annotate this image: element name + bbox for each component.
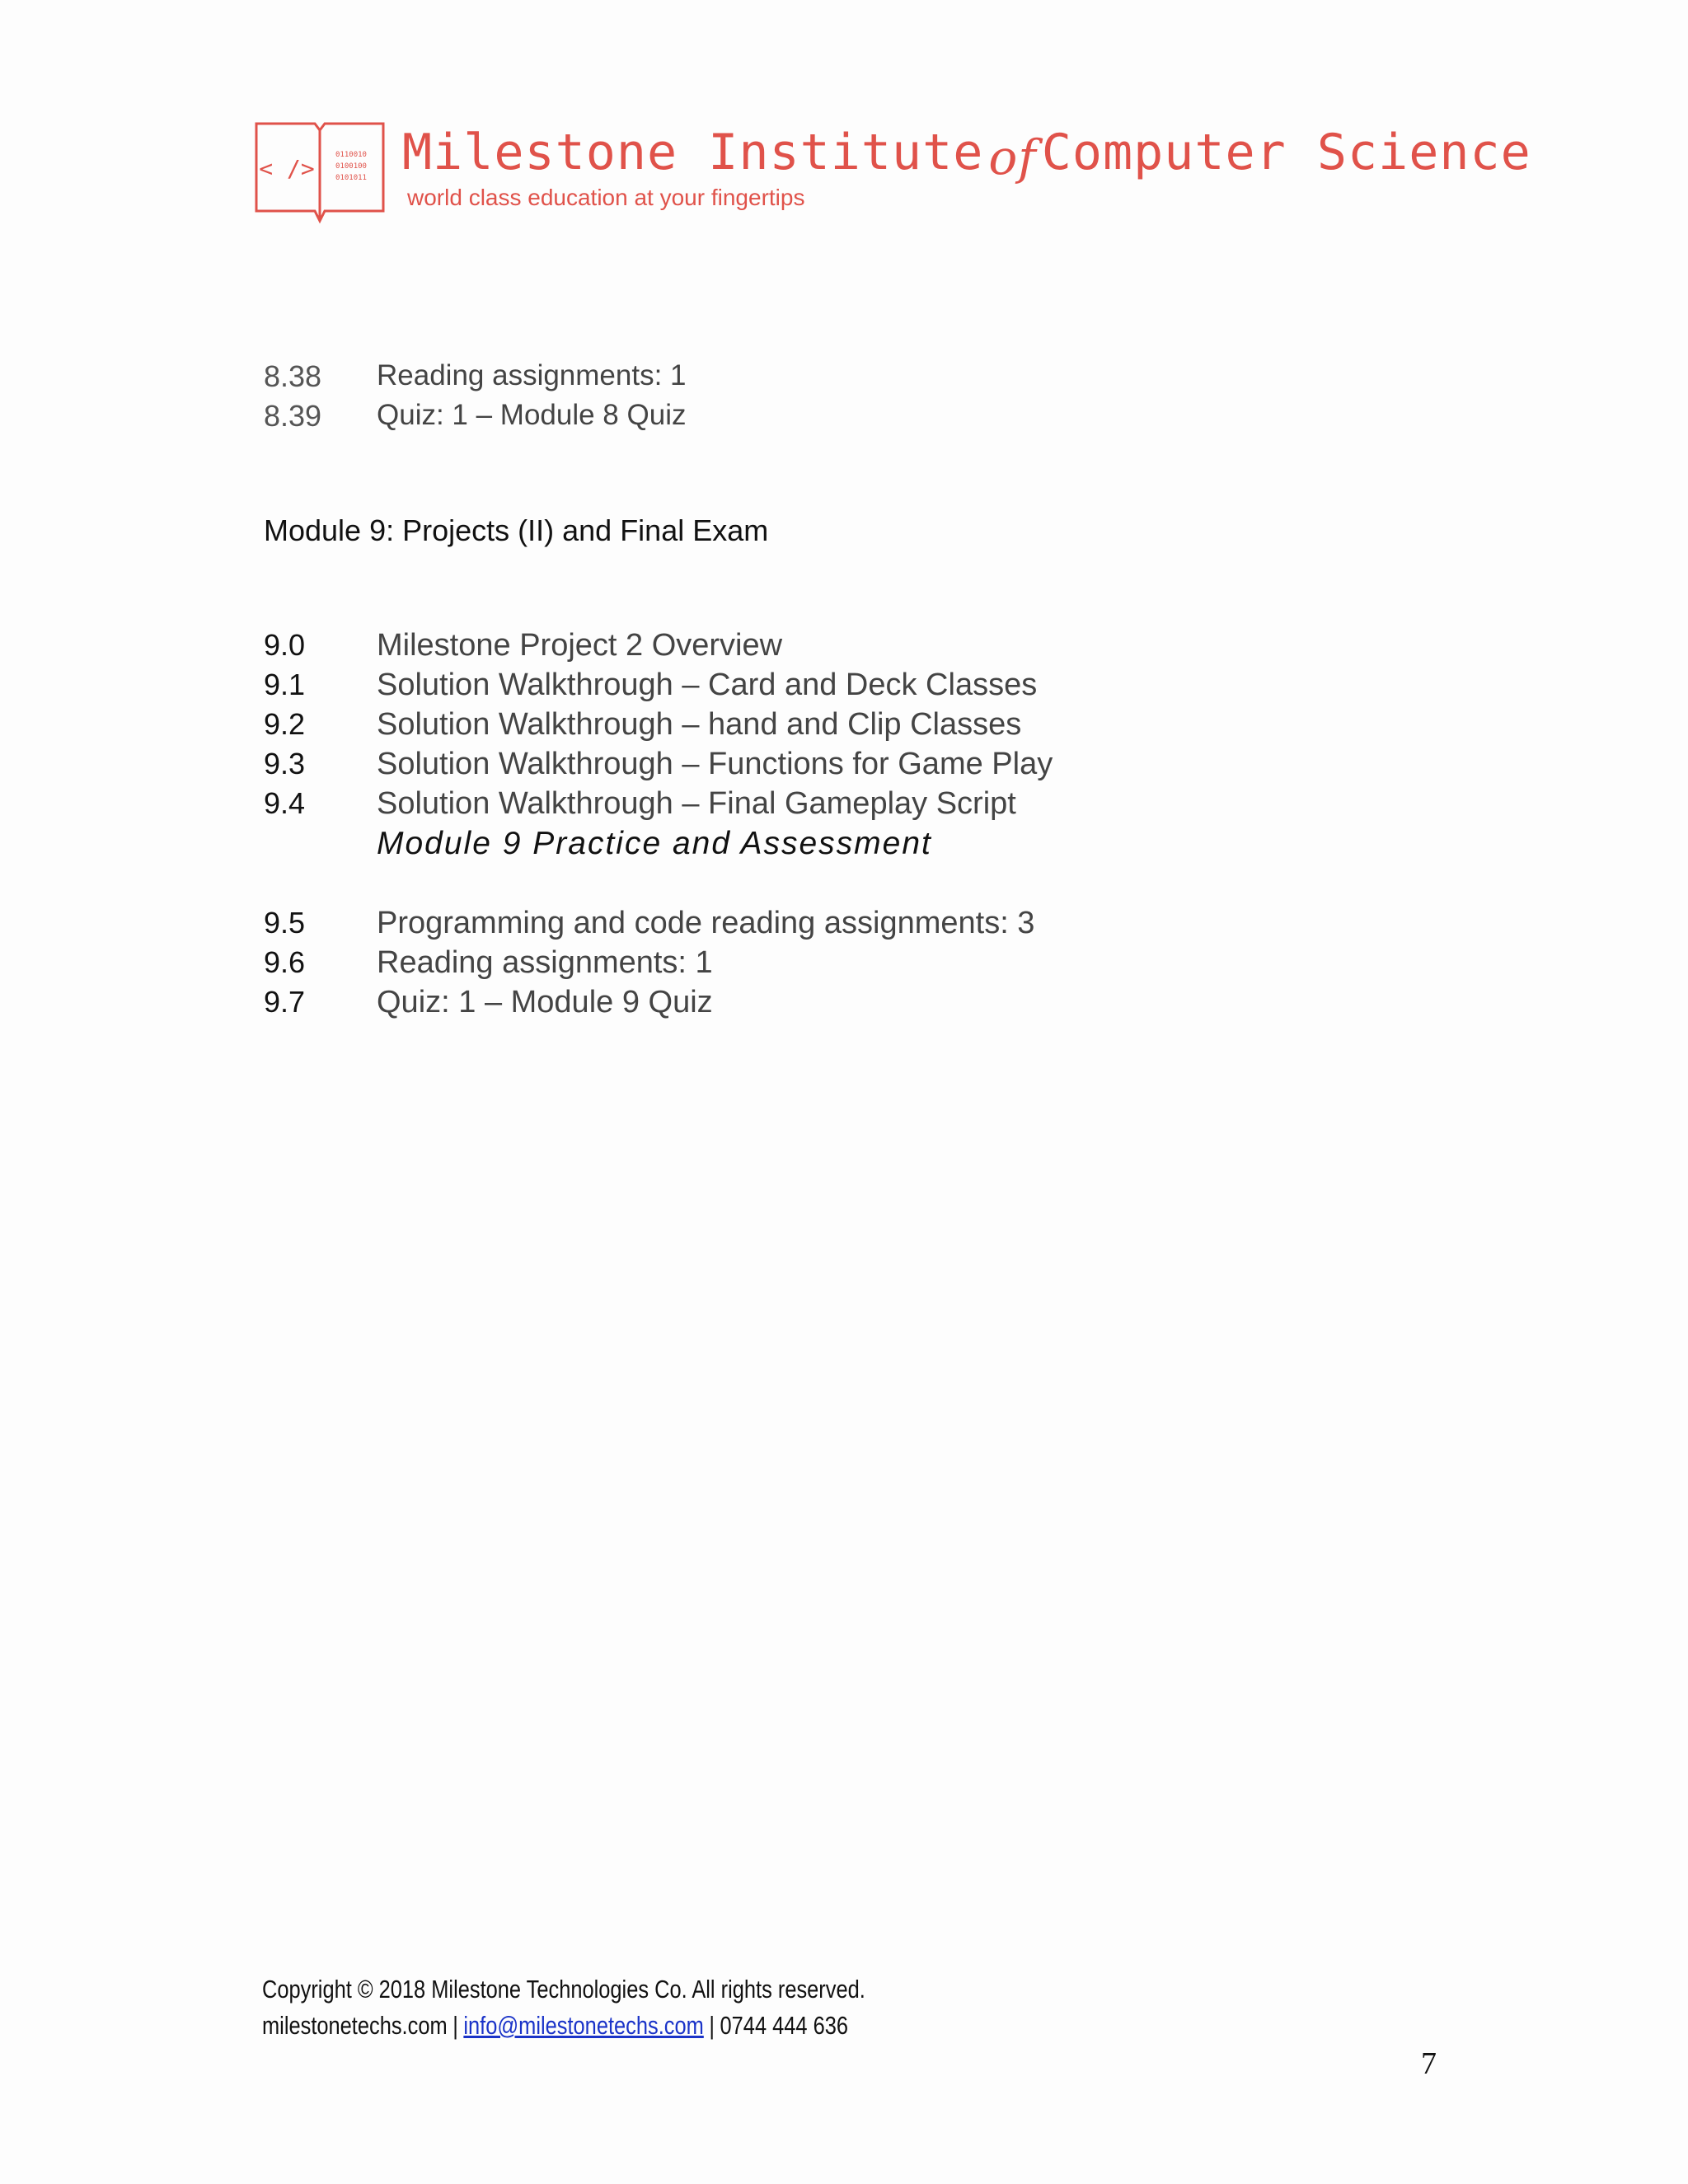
item-number: 9.3 <box>264 747 306 780</box>
item-number: 9.2 <box>264 707 306 741</box>
logo-code-glyph: < /> <box>259 155 315 182</box>
list-item <box>0 707 1401 747</box>
item-number: 9.7 <box>264 985 306 1019</box>
institute-tagline: world class education at your fingertips <box>407 185 805 210</box>
module-heading: Module 9: Projects (II) and Final Exam <box>264 513 769 547</box>
list-item <box>0 359 1401 399</box>
item-text: Quiz: 1 – Module 8 Quiz <box>377 399 687 431</box>
footer-email-link[interactable]: info@milestonetechs.com <box>463 2011 704 2040</box>
item-number: 9.0 <box>264 628 306 662</box>
practice-subheading: Module 9 Practice and Assessment <box>377 826 932 861</box>
list-item <box>0 985 1401 1024</box>
item-number: 9.6 <box>264 945 306 979</box>
institute-name <box>402 124 1531 185</box>
book-code-logo-icon <box>254 119 386 226</box>
item-text: Solution Walkthrough – Card and Deck Classes <box>377 668 1038 702</box>
item-text: Quiz: 1 – Module 9 Quiz <box>377 985 713 1019</box>
footer-separator: | <box>709 2011 715 2040</box>
page-number: 7 <box>1421 2046 1437 2081</box>
item-text: Milestone Project 2 Overview <box>377 628 783 663</box>
institute-name-part2: Computer Science <box>1041 124 1531 181</box>
institute-name-part1: Milestone Institute <box>402 124 984 181</box>
item-text: Reading assignments: 1 <box>377 359 687 391</box>
logo-binary-line-1: 0110010 <box>335 151 367 159</box>
item-number: 9.1 <box>264 668 306 701</box>
list-item <box>0 399 1401 438</box>
item-text: Programming and code reading assignments: 3 <box>377 906 1035 940</box>
institute-name-of: of <box>988 129 1037 185</box>
list-item <box>0 786 1401 826</box>
footer-contact <box>262 2011 848 2041</box>
footer-phone: 0744 444 636 <box>720 2011 849 2040</box>
item-text: Solution Walkthrough – Functions for Game Play <box>377 747 1053 781</box>
item-number: 9.5 <box>264 906 306 940</box>
item-number: 8.39 <box>264 399 322 433</box>
item-text: Solution Walkthrough – hand and Clip Classes <box>377 707 1022 742</box>
logo-binary-line-2: 0100100 <box>335 162 367 171</box>
footer-separator: | <box>452 2011 458 2040</box>
list-item <box>0 945 1401 985</box>
footer-website: milestonetechs.com <box>262 2011 448 2040</box>
item-number: 8.38 <box>264 359 322 393</box>
footer-copyright: Copyright © 2018 Milestone Technologies Co. All rights reserved. <box>262 1975 865 2004</box>
item-text: Solution Walkthrough – Final Gameplay Script <box>377 786 1016 821</box>
list-item <box>0 668 1401 707</box>
list-item <box>0 628 1401 668</box>
logo-binary-line-3: 0101011 <box>335 174 367 182</box>
item-number: 9.4 <box>264 786 306 820</box>
list-item <box>0 906 1401 945</box>
item-text: Reading assignments: 1 <box>377 945 713 980</box>
list-item <box>0 747 1401 786</box>
